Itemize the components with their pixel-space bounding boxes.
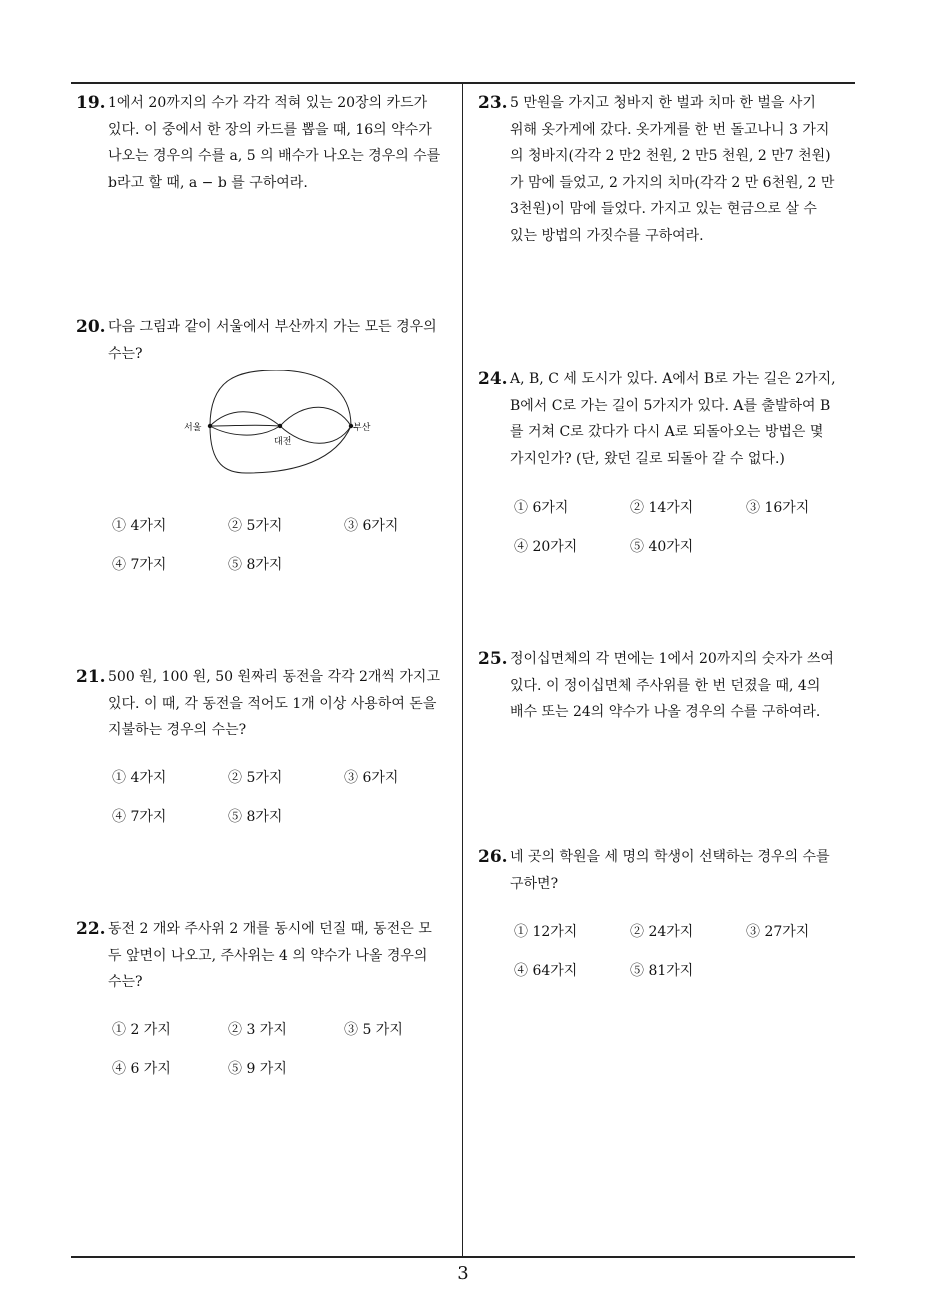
problem-text <box>510 844 862 897</box>
text-line: 500 원, 100 원, 50 원짜리 동전을 각각 2개씩 가지고 <box>108 669 440 685</box>
choice-1[interactable]: ① 12가지 <box>514 924 578 940</box>
problem-20 <box>76 314 460 573</box>
problem-number: 26. <box>478 847 508 867</box>
problem-24 <box>478 366 862 555</box>
problem-23 <box>478 90 862 249</box>
problem-21 <box>76 664 460 825</box>
text-line: 를 거쳐 C로 갔다가 다시 A로 되돌아오는 방법은 몇 <box>510 424 824 440</box>
daejeon-node <box>278 424 282 428</box>
text-line: 지불하는 경우의 수는? <box>108 722 247 738</box>
choice-2[interactable]: ② 3 가지 <box>228 1022 287 1038</box>
text-line: B에서 C로 가는 길이 5가지가 있다. A를 출발하여 B <box>510 397 831 414</box>
problem-number: 23. <box>478 93 508 113</box>
seoul-daejeon-upper-route <box>210 412 280 426</box>
text-line: 있는 방법의 가짓수를 구하여라. <box>510 227 704 244</box>
choice-3[interactable]: ③ 27가지 <box>746 924 810 940</box>
text-line: 정이십면체의 각 면에는 1에서 20까지의 숫자가 쓰여 <box>510 651 834 667</box>
problem-25 <box>478 646 862 726</box>
choice-4[interactable]: ④ 64가지 <box>514 963 578 979</box>
text-line: 수는? <box>108 345 143 362</box>
choice-3[interactable]: ③ 5 가지 <box>344 1022 403 1038</box>
choice-1[interactable]: ① 6가지 <box>514 500 569 516</box>
text-line: 동전 2 개와 주사위 2 개를 동시에 던질 때, 동전은 모 <box>108 921 432 937</box>
busan-label: 부산 <box>353 423 371 433</box>
text-line: 있다. 이 정이십면체 주사위를 한 번 던졌을 때, 4의 <box>510 677 821 694</box>
problem-text <box>108 90 460 196</box>
choice-5[interactable]: ⑤ 8가지 <box>228 809 283 825</box>
text-line: 1에서 20까지의 수가 각각 적혀 있는 20장의 카드가 <box>108 95 428 111</box>
problem-number: 22. <box>76 919 106 939</box>
text-line: b라고 할 때, a − b 를 구하여라. <box>108 174 308 191</box>
problem-text <box>510 90 862 249</box>
choice-1[interactable]: ① 4가지 <box>112 770 167 786</box>
text-line: 있다. 이 때, 각 동전을 적어도 1개 이상 사용하여 돈을 <box>108 695 437 712</box>
text-line: 두 앞면이 나오고, 주사위는 4 의 약수가 나올 경우의 <box>108 947 428 964</box>
choice-5[interactable]: ⑤ 8가지 <box>228 557 283 573</box>
text-line: 의 청바지(각각 2 만2 천원, 2 만5 천원, 2 만7 천원) <box>510 148 831 164</box>
seoul-daejeon-lower-route <box>210 426 280 435</box>
column-divider <box>462 82 463 1258</box>
text-line: 가지인가? (단, 왔던 길로 되돌아 갈 수 없다.) <box>510 450 785 467</box>
text-line: 다음 그림과 같이 서울에서 부산까지 가는 모든 경우의 <box>108 319 437 335</box>
choice-3[interactable]: ③ 16가지 <box>746 500 810 516</box>
daejeon-label: 대전 <box>274 437 292 447</box>
route-diagram <box>176 370 376 480</box>
choice-2[interactable]: ② 24가지 <box>630 924 694 940</box>
text-line: 5 만원을 가지고 청바지 한 벌과 치마 한 벌을 사기 <box>510 95 816 111</box>
choice-1[interactable]: ① 4가지 <box>112 518 167 534</box>
daejeon-busan-upper-route <box>280 407 351 426</box>
text-line: 위해 옷가게에 갔다. 옷가게를 한 번 돌고나니 3 가지 <box>510 121 830 138</box>
choice-4[interactable]: ④ 7가지 <box>112 557 167 573</box>
outer-upper-route <box>210 370 351 426</box>
problem-text <box>108 664 460 744</box>
choice-5[interactable]: ⑤ 81가지 <box>630 963 694 979</box>
problem-22 <box>76 916 460 1077</box>
choice-3[interactable]: ③ 6가지 <box>344 518 399 534</box>
text-line: 네 곳의 학원을 세 명의 학생이 선택하는 경우의 수를 <box>510 849 830 865</box>
choice-1[interactable]: ① 2 가지 <box>112 1022 171 1038</box>
text-line: 구하면? <box>510 875 559 892</box>
seoul-daejeon-straight-route <box>210 425 280 426</box>
choice-4[interactable]: ④ 6 가지 <box>112 1061 171 1077</box>
seoul-node <box>208 424 212 428</box>
bottom-rule <box>71 1256 855 1258</box>
seoul-label: 서울 <box>184 423 202 433</box>
text-line: 있다. 이 중에서 한 장의 카드를 뽑을 때, 16의 약수가 <box>108 121 432 138</box>
text-line: 가 맘에 들었고, 2 가지의 치마(각각 2 만 6천원, 2 만 <box>510 174 835 191</box>
problem-26 <box>478 844 862 979</box>
problem-text <box>510 366 862 472</box>
text-line: 수는? <box>108 974 143 990</box>
problem-text <box>510 646 862 726</box>
choice-2[interactable]: ② 5가지 <box>228 770 283 786</box>
choice-3[interactable]: ③ 6가지 <box>344 770 399 786</box>
problem-text <box>108 916 460 996</box>
text-line: 나오는 경우의 수를 a, 5 의 배수가 나오는 경우의 수를 <box>108 148 441 164</box>
choice-5[interactable]: ⑤ 9 가지 <box>228 1061 287 1077</box>
problem-number: 25. <box>478 649 508 669</box>
page-number: 3 <box>457 1263 469 1284</box>
problem-number: 24. <box>478 369 508 389</box>
choice-2[interactable]: ② 14가지 <box>630 500 694 516</box>
text-line: 3천원)이 맘에 들었다. 가지고 있는 현금으로 살 수 <box>510 201 817 217</box>
outer-lower-route <box>210 426 351 473</box>
problem-number: 19. <box>76 93 106 113</box>
text-line: 배수 또는 24의 약수가 나올 경우의 수를 구하여라. <box>510 704 821 720</box>
problem-number: 21. <box>76 667 106 687</box>
problem-number: 20. <box>76 317 106 337</box>
problem-text <box>108 314 460 367</box>
text-line: A, B, C 세 도시가 있다. A에서 B로 가는 길은 2가지, <box>510 371 836 387</box>
choice-4[interactable]: ④ 20가지 <box>514 539 578 555</box>
problem-19 <box>76 90 460 196</box>
choice-5[interactable]: ⑤ 40가지 <box>630 539 694 555</box>
choice-2[interactable]: ② 5가지 <box>228 518 283 534</box>
choice-4[interactable]: ④ 7가지 <box>112 809 167 825</box>
